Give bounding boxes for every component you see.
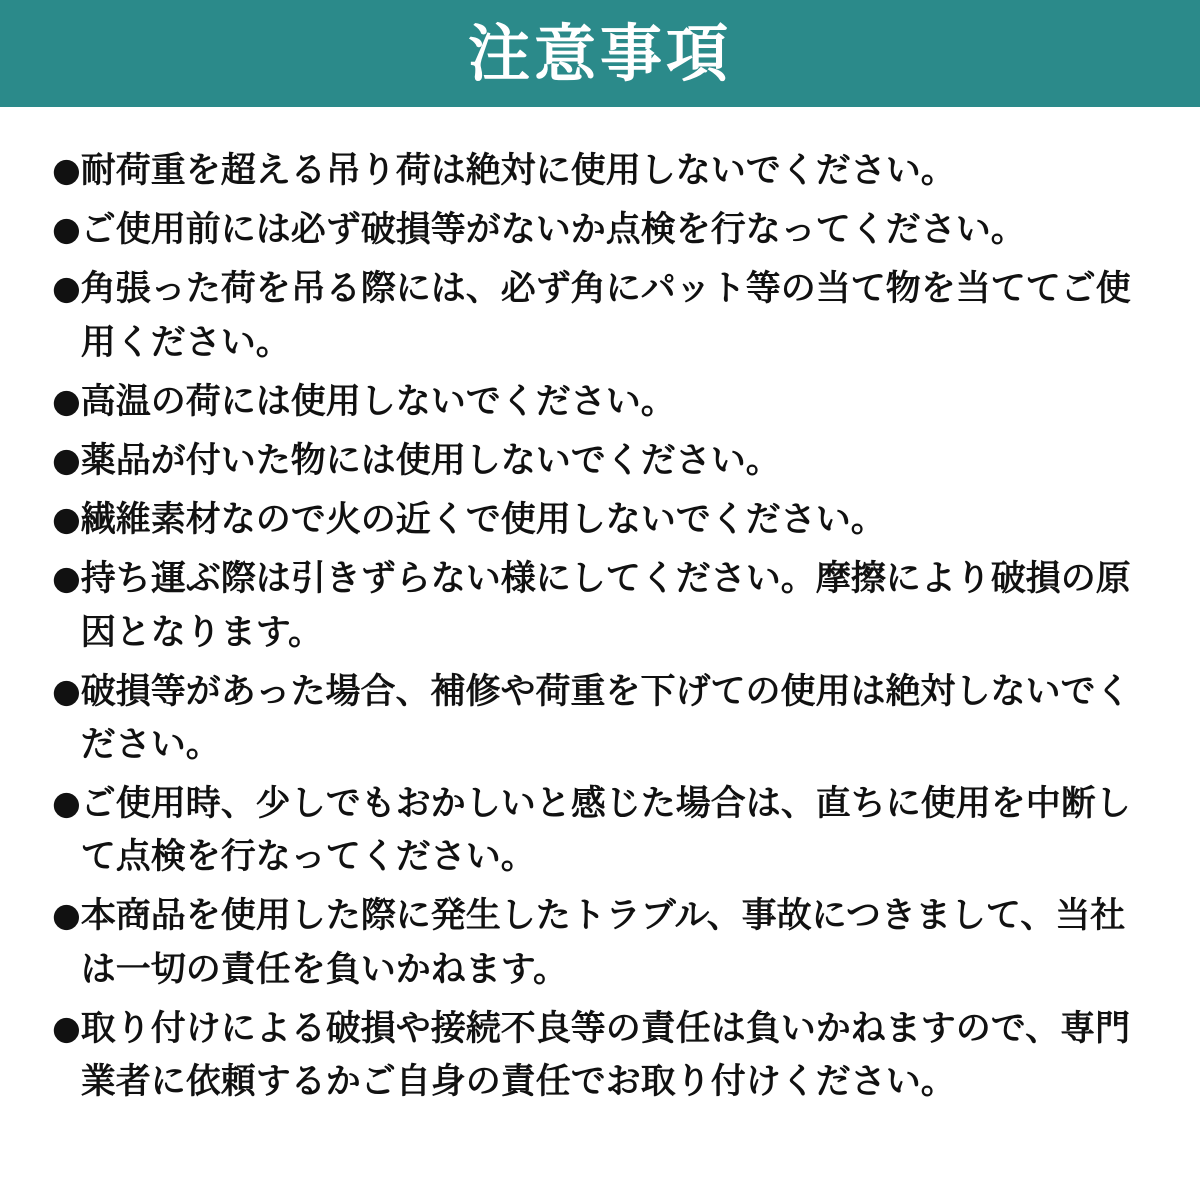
bullet-icon: ● bbox=[52, 439, 81, 479]
page-header bbox=[0, 0, 1200, 107]
bullet-icon: ● bbox=[52, 150, 81, 189]
bullet-icon: ● bbox=[52, 670, 81, 710]
list-item bbox=[52, 778, 1160, 884]
bullet-icon: ● bbox=[52, 895, 81, 935]
list-item-text: 角張った荷を吊る際には、必ず角にパット等の当て物を当ててご使用ください。 bbox=[80, 269, 1131, 363]
list-item bbox=[52, 553, 1160, 659]
list-item bbox=[52, 1003, 1160, 1109]
bullet-icon: ● bbox=[52, 558, 81, 598]
list-item-text: 破損等があった場合、補修や荷重を下げての使用は絶対しないでください。 bbox=[80, 671, 1131, 765]
list-item-text: 薬品が付いた物には使用しないでください。 bbox=[80, 440, 781, 481]
notes-list bbox=[0, 107, 1200, 1109]
bullet-icon: ● bbox=[52, 783, 81, 823]
list-item bbox=[52, 376, 1160, 429]
bullet-icon: ● bbox=[52, 209, 81, 249]
list-item bbox=[52, 494, 1160, 547]
list-item bbox=[52, 145, 1160, 198]
list-item-text: 高温の荷には使用しないでください。 bbox=[80, 381, 676, 422]
list-item-text: 繊維素材なので火の近くで使用しないでください。 bbox=[80, 500, 886, 541]
list-item-text: 取り付けによる破損や接続不良等の責任は負いかねますので、専門業者に依頼するかご自身の責任でお取り付けください。 bbox=[80, 1008, 1131, 1102]
bullet-icon: ● bbox=[52, 499, 81, 539]
list-item bbox=[52, 204, 1160, 257]
page-title: 注意事項 bbox=[467, 16, 732, 90]
list-item-text: ご使用時、少しでもおかしいと感じた場合は、直ちに使用を中断して点検を行なってください。 bbox=[80, 784, 1131, 878]
list-item-text: 持ち運ぶ際は引きずらない様にしてください。摩擦により破損の原因となります。 bbox=[80, 559, 1131, 653]
bullet-icon: ● bbox=[52, 380, 81, 420]
bullet-icon: ● bbox=[52, 268, 81, 308]
list-item-text: ご使用前には必ず破損等がないか点検を行なってください。 bbox=[80, 210, 1026, 251]
list-item-text: 耐荷重を超える吊り荷は絶対に使用しないでください。 bbox=[80, 151, 956, 191]
list-item bbox=[52, 890, 1160, 996]
list-item bbox=[52, 263, 1160, 369]
list-item-text: 本商品を使用した際に発生したトラブル、事故につきまして、当社は一切の責任を負いかねます。 bbox=[80, 896, 1126, 990]
bullet-icon: ● bbox=[52, 1007, 81, 1047]
list-item bbox=[52, 666, 1160, 772]
list-item bbox=[52, 435, 1160, 488]
